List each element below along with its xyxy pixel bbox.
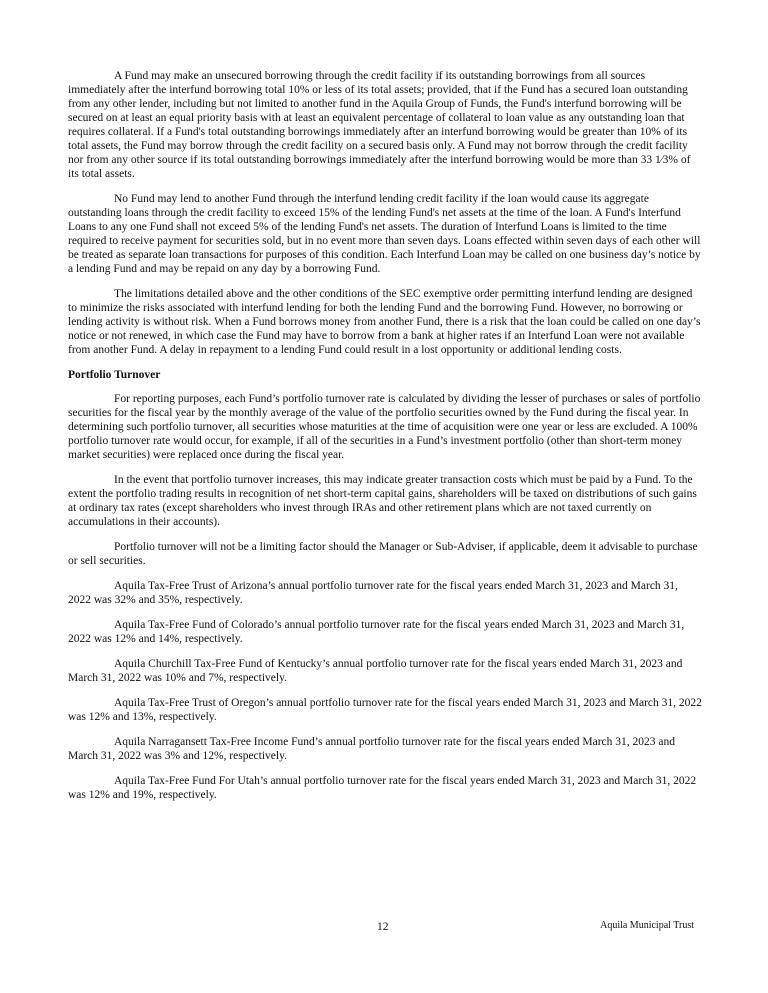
page-number: 12 <box>377 921 389 933</box>
paragraph-interfund-lending-limits: No Fund may lend to another Fund through the interfund lending credit facility if the loan would cause its aggregate outstanding loans through the credit facility to exceed 15% of the lending Fund's net assets at the time of the loan. A Fund's Interfund Loans to any one Fund shall not exceed 5% of the lending Fund's net assets. The duration of Interfund Loans is limited to the time required to receive payment for securities sold, but in no event more than seven days. Loans effected within seven days of each other will be treated as separate loan transactions for purposes of this condition. Each Interfund Loan may be called on one business day’s notice by a lending Fund and may be repaid on any day by a borrowing Fund. <box>68 193 701 275</box>
paragraph-turnover-oregon: Aquila Tax-Free Trust of Oregon’s annual portfolio turnover rate for the fiscal years ended March 31, 2023 and March 31, 2022 was 12% and 13%, respectively. <box>68 697 702 723</box>
paragraph-turnover-kentucky: Aquila Churchill Tax-Free Fund of Kentucky’s annual portfolio turnover rate for the fiscal years ended March 31, 2023 and March 31, 2022 was 10% and 7%, respectively. <box>68 658 683 684</box>
paragraph-turnover-costs: In the event that portfolio turnover increases, this may indicate greater transaction costs which must be paid by a Fund. To the extent the portfolio trading results in recognition of net short-term capital gains, shareholders will be taxed on distributions of such gains at ordinary tax rates (except shareholders who invest through IRAs and other retirement plans which are not taxed currently on accumulations in their accounts). <box>68 474 697 528</box>
paragraph-turnover-narragansett: Aquila Narragansett Tax-Free Income Fund’s annual portfolio turnover rate for the fiscal years ended March 31, 2023 and March 31, 2022 was 3% and 12%, respectively. <box>68 736 676 762</box>
page-footer <box>0 921 768 935</box>
paragraph-turnover-colorado: Aquila Tax-Free Fund of Colorado’s annual portfolio turnover rate for the fiscal years ended March 31, 2023 and March 31, 2022 was 12% and 14%, respectively. <box>68 619 685 645</box>
paragraph-unsecured-borrowing: A Fund may make an unsecured borrowing through the credit facility if its outstanding borrowings from all sources immediately after the interfund borrowing total 10% or less of its total assets; provided, that if the Fund has a secured loan outstanding from any other lender, including but not limited to another fund in the Aquila Group of Funds, the Fund's interfund borrowing will be secured on at least an equal priority basis with at least an equivalent percentage of collateral to loan value as any outstanding loan that requires collateral. If a Fund's total outstanding borrowings immediately after an interfund borrowing would be greater than 10% of its total assets, the Fund may borrow through the credit facility on a secured basis only. A Fund may not borrow through the credit facility nor from any other source if its total outstanding borrowings immediately after the interfund borrowing would be more than 33 1⁄3% of its total assets. <box>68 70 691 180</box>
footer-document-title: Aquila Municipal Trust <box>600 920 694 931</box>
paragraph-turnover-calculation: For reporting purposes, each Fund’s portfolio turnover rate is calculated by dividing the lesser of purchases or sales of portfolio securities for the fiscal year by the monthly average of the value of the portfolio securities owned by the Fund during the fiscal year. In determining such portfolio turnover, all securities whose maturities at the time of acquisition were one year or less are excluded. A 100% portfolio turnover rate would occur, for example, if all of the securities in a Fund’s investment portfolio (other than short-term money market securities) were replaced once during the fiscal year. <box>68 393 701 461</box>
paragraph-turnover-not-limiting: Portfolio turnover will not be a limiting factor should the Manager or Sub-Adviser, if applicable, deem it advisable to purchase or sell securities. <box>68 541 698 567</box>
section-heading-portfolio-turnover: Portfolio Turnover <box>68 369 161 381</box>
document-body <box>68 69 702 813</box>
paragraph-turnover-utah: Aquila Tax-Free Fund For Utah’s annual portfolio turnover rate for the fiscal years ended March 31, 2023 and March 31, 2022 was 12% and 19%, respectively. <box>68 775 697 801</box>
paragraph-turnover-arizona: Aquila Tax-Free Trust of Arizona’s annual portfolio turnover rate for the fiscal years ended March 31, 2023 and March 31, 2022 was 32% and 35%, respectively. <box>68 580 678 606</box>
paragraph-interfund-lending-risks: The limitations detailed above and the other conditions of the SEC exemptive order permitting interfund lending are designed to minimize the risks associated with interfund lending for both the lending Fund and the borrowing Fund. However, no borrowing or lending activity is without risk. When a Fund borrows money from another Fund, there is a risk that the loan could be called on one day’s notice or not renewed, in which case the Fund may have to borrow from a bank at higher rates if an Interfund Loan were not available from another Fund. A delay in repayment to a lending Fund could result in a lost opportunity or additional lending costs. <box>68 288 701 356</box>
